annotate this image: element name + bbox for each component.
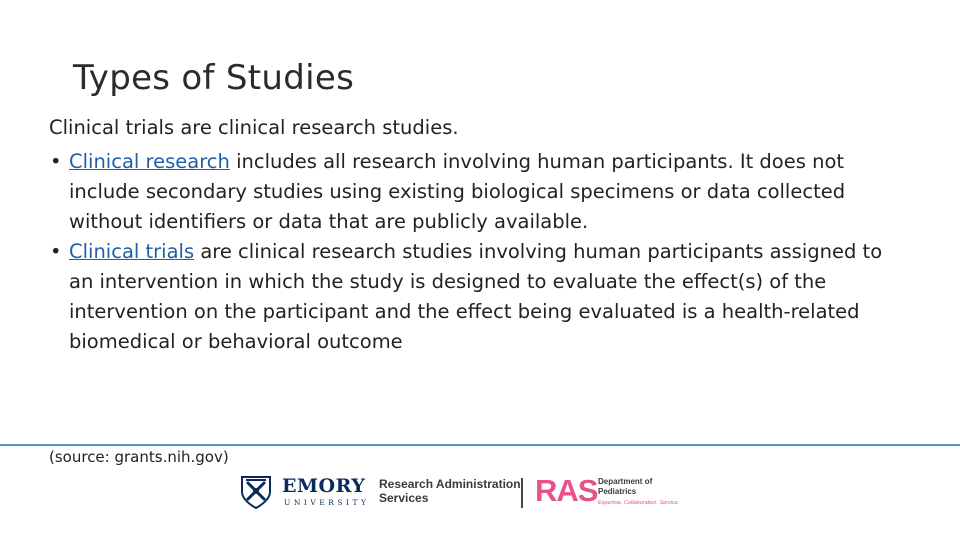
source-citation: (source: grants.nih.gov)	[49, 448, 229, 466]
bullet-clinical-trials	[49, 237, 889, 357]
footer-divider-gradient	[0, 444, 960, 446]
clinical-research-link[interactable]: Clinical research	[69, 150, 230, 173]
bullet-glyph: •	[50, 150, 62, 173]
bullet-clinical-research	[49, 147, 889, 237]
emory-university-text: UNIVERSITY	[284, 498, 370, 507]
ras-services-wordmark: Research Administration Services	[379, 477, 521, 505]
emory-shield-icon	[238, 474, 274, 510]
slide-body	[49, 113, 889, 357]
footer-logos	[238, 472, 698, 516]
logo-divider	[521, 478, 523, 508]
emory-wordmark: EMORY	[282, 475, 366, 497]
bullet-text: includes all research involving human participants. It does not include secondary studies using existing biological specimens or data collected without identifiers or data that are publicly available.	[69, 150, 846, 233]
lead-text: Clinical trials are clinical research studies.	[49, 116, 459, 139]
bullet-glyph: •	[50, 240, 62, 263]
slide-title: Types of Studies	[73, 58, 355, 98]
clinical-trials-link[interactable]: Clinical trials	[69, 240, 195, 263]
bullet-list	[49, 147, 889, 357]
pediatrics-department-text: Department of Pediatrics	[598, 477, 653, 496]
ras-logo-mark: RAS	[535, 473, 598, 508]
pediatrics-tagline: Expertise. Collaboration. Service.	[598, 500, 680, 506]
bullet-text: are clinical research studies involving human participants assigned to an intervention in which the study is designed to evaluate the effect(s) of the intervention on the participant and the effect being evaluated is a health-related biomedical or behavioral outcome	[69, 240, 883, 353]
